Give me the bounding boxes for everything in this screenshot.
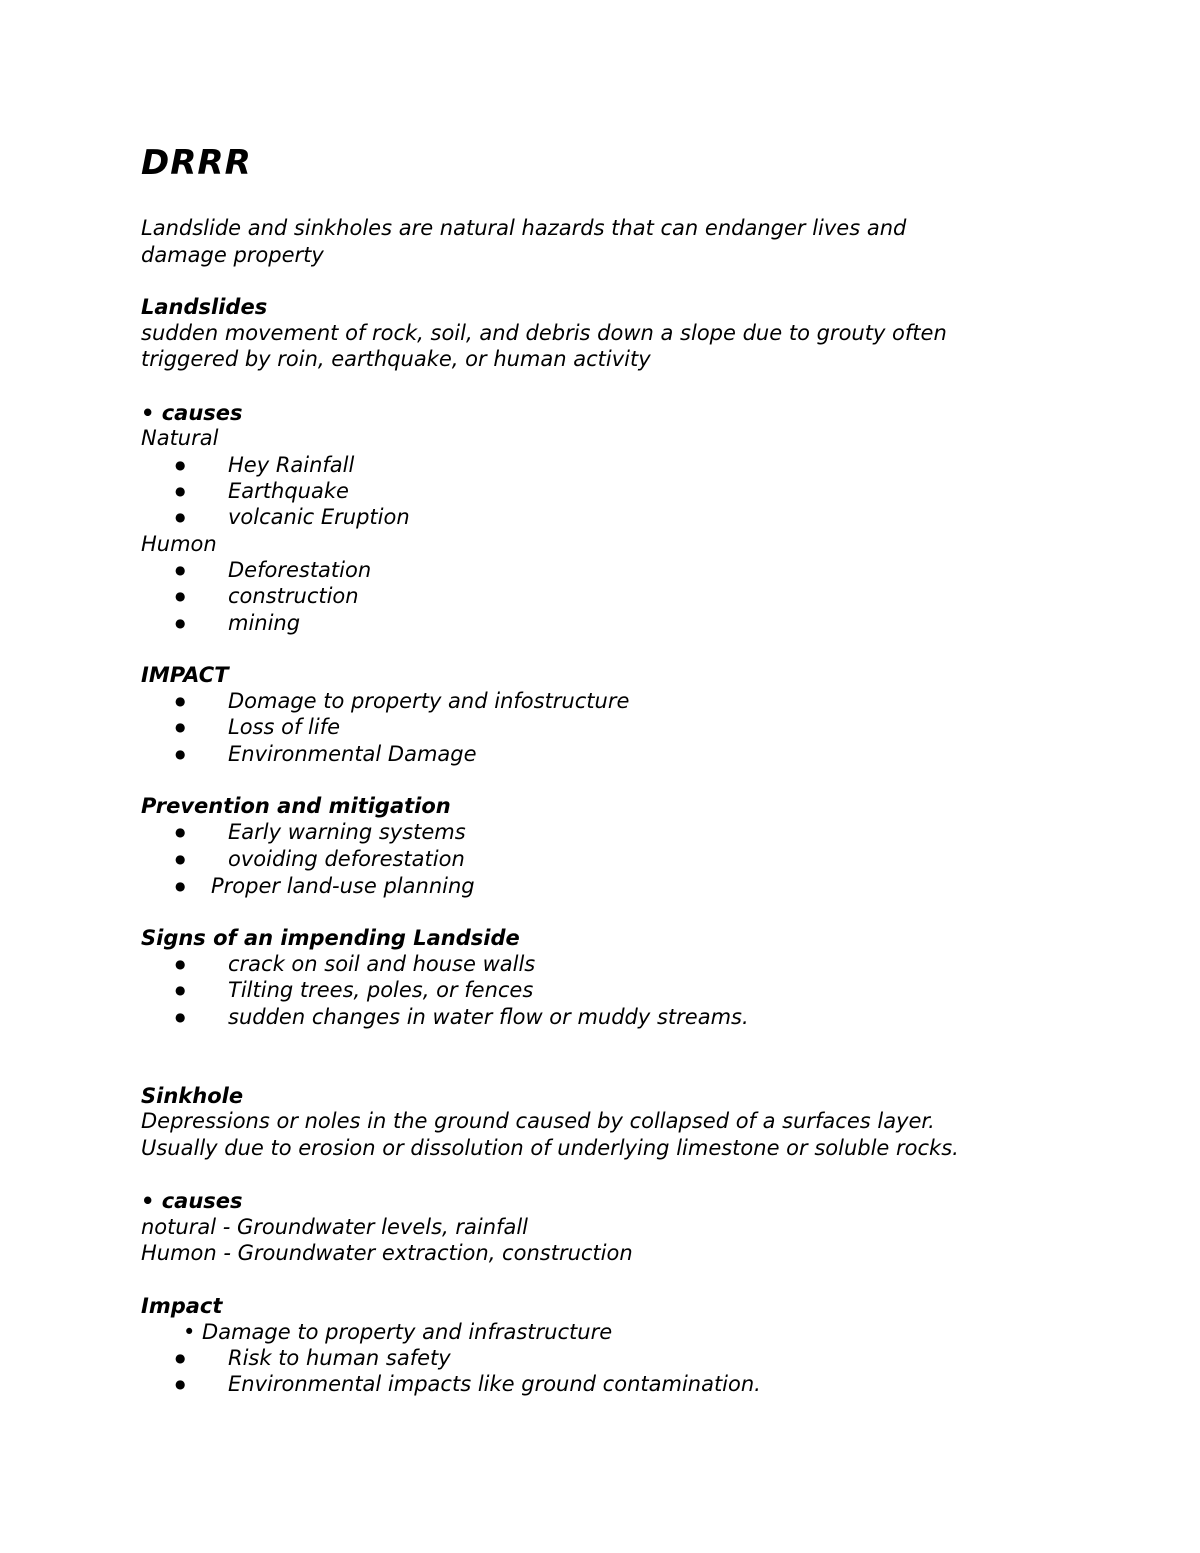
list-item: Environmental Damage — [228, 742, 477, 766]
sinkhole-cause-line: notural - Groundwater levels, rainfall — [141, 1215, 528, 1239]
list-item: ovoiding deforestation — [228, 847, 465, 871]
list-item: Early warning systems — [228, 820, 466, 844]
bullet-icon: ● — [175, 720, 186, 734]
bullet-icon: ● — [175, 616, 186, 630]
sinkhole-definition-line: Usually due to erosion or dissolution of underlying limestone or soluble rocks. — [141, 1136, 959, 1160]
sinkhole-causes-heading: • causes — [141, 1189, 243, 1213]
bullet-icon: ● — [175, 563, 186, 577]
human-label: Humon — [141, 532, 217, 556]
bullet-icon: ● — [175, 1351, 186, 1365]
list-item: mining — [228, 611, 301, 635]
landslides-definition-line: triggered by roin, earthquake, or human activity — [141, 347, 651, 371]
sinkhole-definition-line: Depressions or noles in the ground caused by collapsed of a surfaces layer. — [141, 1109, 935, 1133]
list-item: volcanic Eruption — [228, 505, 410, 529]
signs-heading: Signs of an impending Landside — [141, 926, 520, 950]
list-item: Environmental impacts like ground contamination. — [228, 1372, 761, 1396]
list-item: Earthquake — [228, 479, 349, 503]
list-item: construction — [228, 584, 359, 608]
bullet-icon: ● — [175, 879, 186, 893]
intro-line: damage property — [141, 243, 324, 267]
bullet-icon: ● — [175, 484, 186, 498]
list-item: • Damage to property and infrastructure — [183, 1320, 613, 1344]
list-item: Domage to property and infostructure — [228, 689, 630, 713]
sinkhole-heading: Sinkhole — [141, 1084, 244, 1108]
bullet-icon: ● — [175, 1377, 186, 1391]
sinkhole-impact-heading: Impact — [141, 1294, 223, 1318]
landslides-causes-heading: • causes — [141, 401, 243, 425]
bullet-icon: ● — [175, 747, 186, 761]
list-item: Deforestation — [228, 558, 372, 582]
bullet-icon: ● — [175, 983, 186, 997]
bullet-icon: ● — [175, 852, 186, 866]
prevention-heading: Prevention and mitigation — [141, 794, 451, 818]
list-item: sudden changes in water flow or muddy streams. — [228, 1005, 749, 1029]
bullet-icon: ● — [175, 694, 186, 708]
list-item: Risk to human safety — [228, 1346, 451, 1370]
list-item: Hey Rainfall — [228, 453, 355, 477]
document-title: DRRR — [141, 143, 252, 183]
list-item: Tilting trees, poles, or fences — [228, 978, 534, 1002]
landslides-heading: Landslides — [141, 295, 268, 319]
sinkhole-cause-line: Humon - Groundwater extraction, construction — [141, 1241, 633, 1265]
bullet-icon: ● — [175, 825, 186, 839]
bullet-icon: ● — [175, 957, 186, 971]
bullet-icon: ● — [175, 458, 186, 472]
list-item: Loss of life — [228, 715, 341, 739]
list-item: crack on soil and house walls — [228, 952, 536, 976]
impact-heading: IMPACT — [141, 663, 229, 687]
bullet-icon: ● — [175, 1010, 186, 1024]
natural-label: Natural — [141, 426, 219, 450]
bullet-icon: ● — [175, 510, 186, 524]
landslides-definition-line: sudden movement of rock, soil, and debris down a slope due to grouty often — [141, 321, 947, 345]
bullet-icon: ● — [175, 589, 186, 603]
list-item: Proper land-use planning — [211, 874, 475, 898]
intro-line: Landslide and sinkholes are natural hazards that can endanger lives and — [141, 216, 907, 240]
